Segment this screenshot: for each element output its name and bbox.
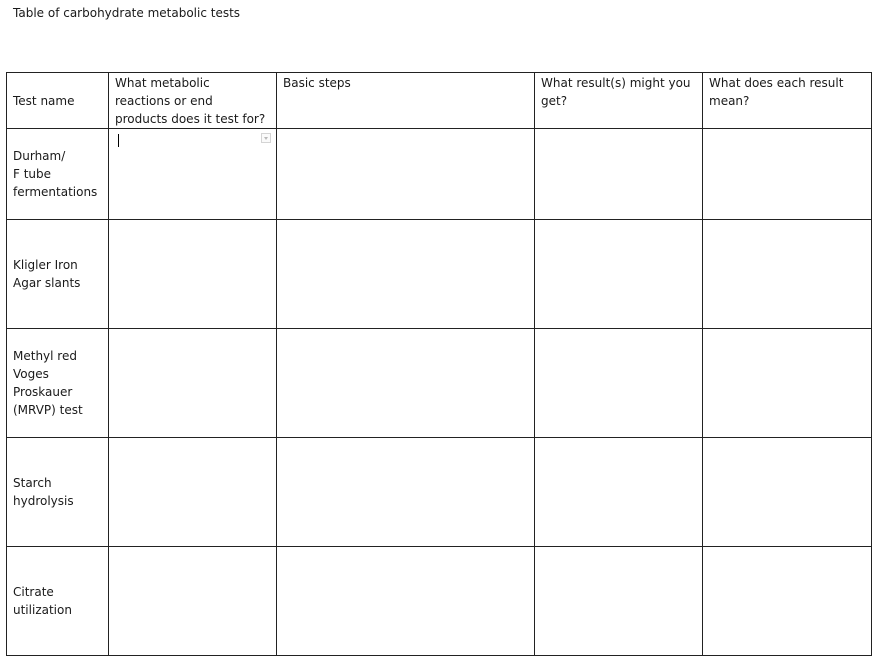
results-cell[interactable]	[535, 220, 703, 329]
document-title: Table of carbohydrate metabolic tests	[13, 6, 241, 20]
results-cell[interactable]	[535, 438, 703, 547]
table-row	[7, 220, 872, 329]
meaning-cell[interactable]	[703, 329, 872, 438]
steps-cell[interactable]	[277, 329, 535, 438]
header-cell-results[interactable]	[535, 73, 703, 129]
header-cell-meaning[interactable]	[703, 73, 872, 129]
steps-cell[interactable]	[277, 547, 535, 656]
steps-cell[interactable]	[277, 129, 535, 220]
reactions-cell-active[interactable]	[109, 129, 277, 220]
meaning-cell[interactable]	[703, 547, 872, 656]
row-label-cell[interactable]	[7, 547, 109, 656]
row-label-cell[interactable]	[7, 329, 109, 438]
row-label-cell[interactable]	[7, 220, 109, 329]
meaning-cell[interactable]	[703, 129, 872, 220]
table-header-row	[7, 73, 872, 129]
reactions-cell[interactable]	[109, 547, 277, 656]
header-label: What does each result mean?	[709, 76, 844, 108]
test-name-label: Durham/ F tube fermentations	[13, 149, 98, 199]
meaning-cell[interactable]	[703, 438, 872, 547]
table-row	[7, 547, 872, 656]
test-name-label: Methyl red Voges Proskauer (MRVP) test	[13, 349, 83, 417]
results-cell[interactable]	[535, 547, 703, 656]
header-label: What metabolic reactions or end products does it test for?	[115, 76, 266, 126]
table-row	[7, 129, 872, 220]
header-cell-reactions[interactable]	[109, 73, 277, 129]
steps-cell[interactable]	[277, 438, 535, 547]
reactions-cell[interactable]	[109, 220, 277, 329]
dropdown-arrow-icon[interactable]	[261, 133, 271, 143]
steps-cell[interactable]	[277, 220, 535, 329]
test-name-label: Starch hydrolysis	[13, 476, 74, 508]
table-row	[7, 329, 872, 438]
test-name-label: Kligler Iron Agar slants	[13, 258, 81, 290]
row-label-cell[interactable]	[7, 438, 109, 547]
carbohydrate-tests-table	[6, 72, 872, 656]
table-row	[7, 438, 872, 547]
results-cell[interactable]	[535, 329, 703, 438]
header-label: Test name	[13, 93, 75, 108]
row-label-cell[interactable]	[7, 129, 109, 220]
reactions-cell[interactable]	[109, 438, 277, 547]
meaning-cell[interactable]	[703, 220, 872, 329]
results-cell[interactable]	[535, 129, 703, 220]
header-cell-basic-steps[interactable]	[277, 73, 535, 129]
header-label: Basic steps	[283, 76, 351, 90]
header-label: What result(s) might you get?	[541, 76, 691, 108]
header-cell-test-name[interactable]	[7, 73, 109, 129]
test-name-label: Citrate utilization	[13, 585, 72, 617]
text-caret-icon	[118, 134, 119, 147]
reactions-cell[interactable]	[109, 329, 277, 438]
